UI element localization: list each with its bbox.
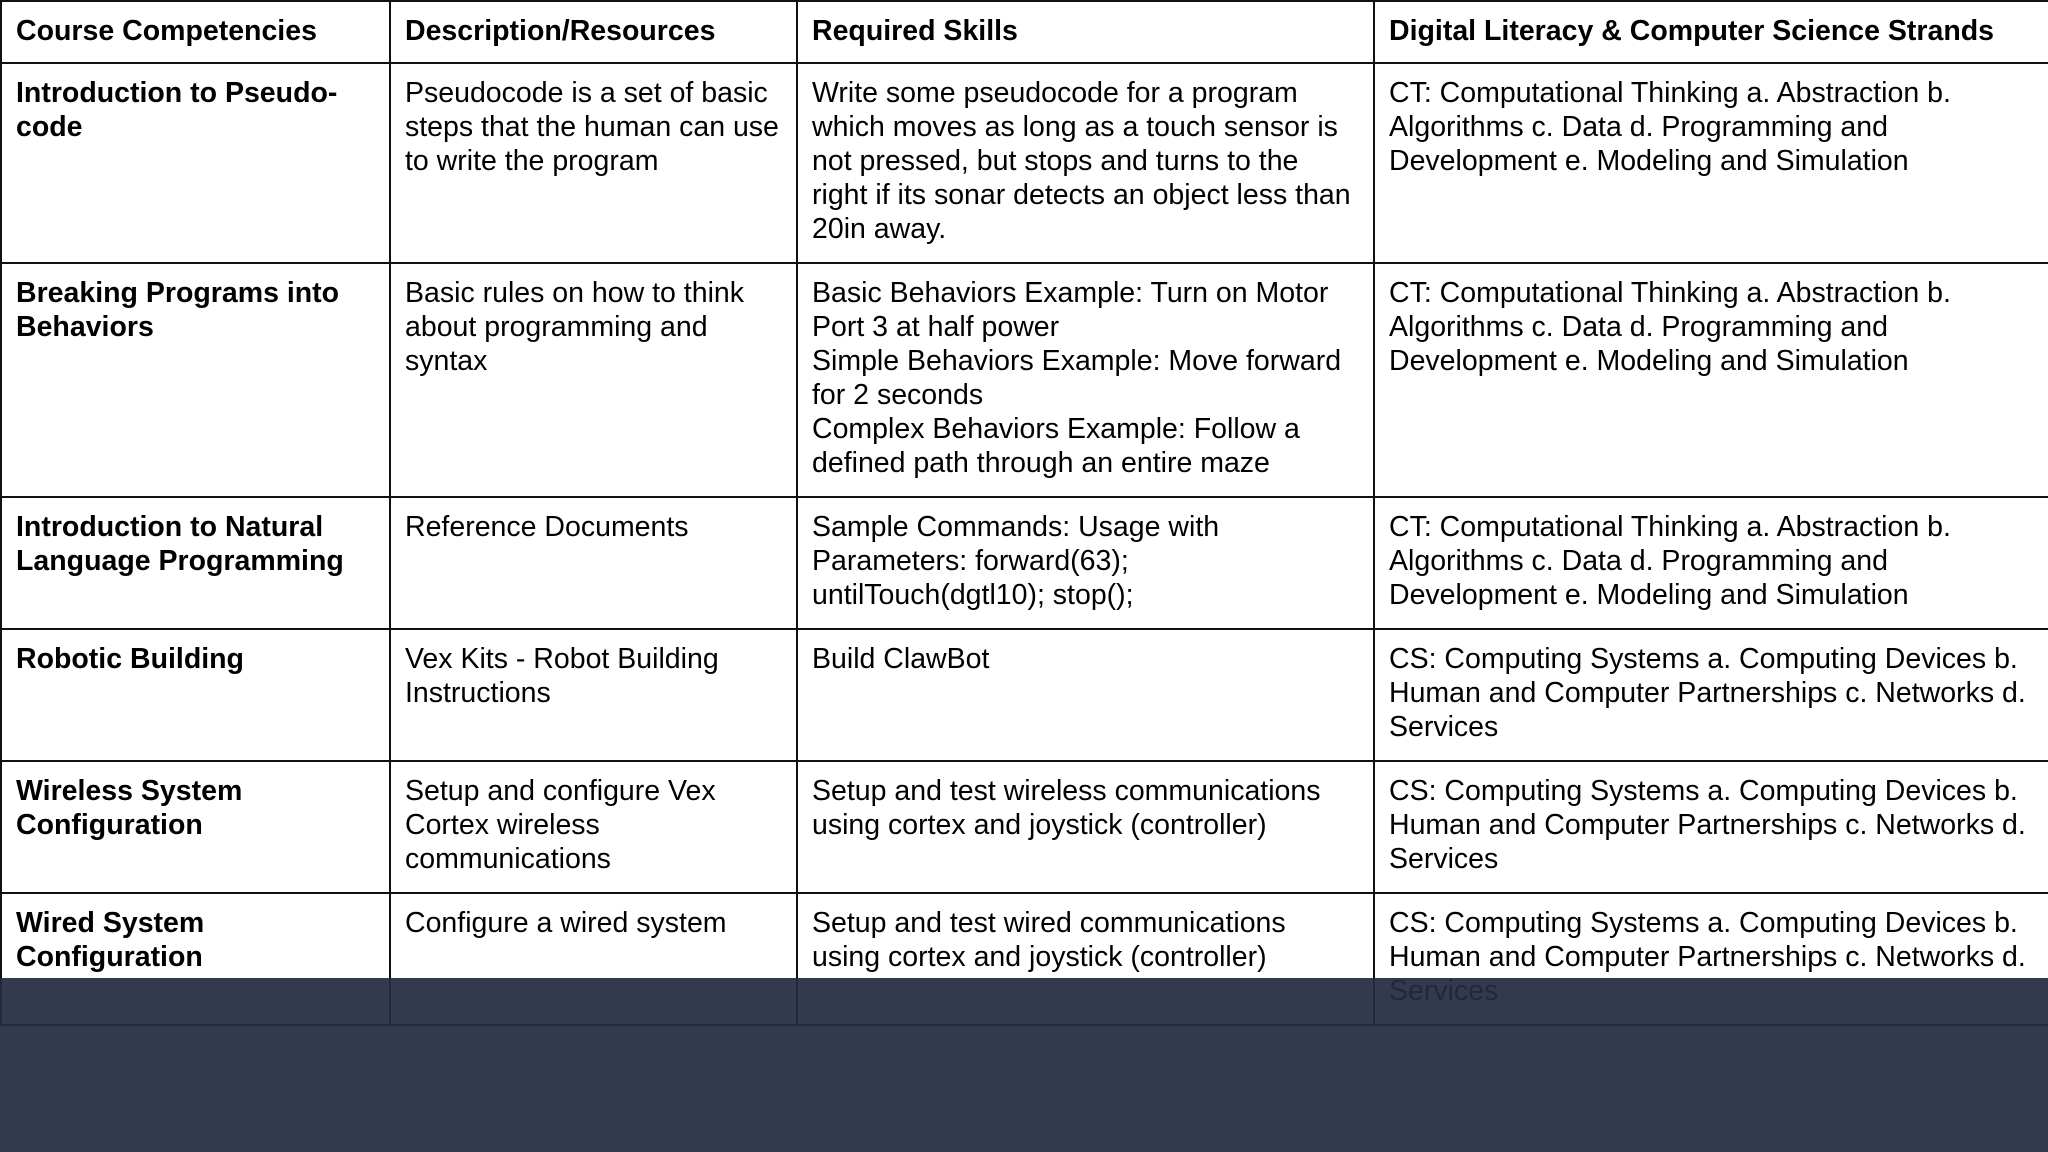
footer-overlay-bar bbox=[0, 978, 2048, 1152]
competency-cell: Introduction to Natural Language Programming bbox=[1, 497, 390, 629]
description-cell: Reference Documents bbox=[390, 497, 797, 629]
strands-cell: CT: Computational Thinking a. Abstraction b. Algorithms c. Data d. Programming and Development e. Modeling and Simulation bbox=[1374, 497, 2048, 629]
skill-line: Setup and test wireless communications using cortex and joystick (controller) bbox=[812, 775, 1321, 841]
header-course-competencies: Course Competencies bbox=[1, 1, 390, 63]
table-row bbox=[1, 629, 2048, 761]
skills-cell bbox=[797, 63, 1374, 263]
strands-cell: CT: Computational Thinking a. Abstraction b. Algorithms c. Data d. Programming and Development e. Modeling and Simulation bbox=[1374, 263, 2048, 497]
header-strands: Digital Literacy & Computer Science Strands bbox=[1374, 1, 2048, 63]
skill-line: Sample Commands: Usage with Parameters: forward(63); untilTouch(dgtl10); stop(); bbox=[812, 511, 1220, 611]
description-cell: Vex Kits - Robot Building Instructions bbox=[390, 629, 797, 761]
strands-cell: CS: Computing Systems a. Computing Devices b. Human and Computer Partnerships c. Networks d. Services bbox=[1374, 629, 2048, 761]
competency-cell: Wired System Configuration bbox=[1, 893, 390, 1025]
competency-cell: Robotic Building bbox=[1, 629, 390, 761]
description-cell: Pseudocode is a set of basic steps that the human can use to write the program bbox=[390, 63, 797, 263]
skills-cell bbox=[797, 629, 1374, 761]
header-description-resources: Description/Resources bbox=[390, 1, 797, 63]
header-required-skills: Required Skills bbox=[797, 1, 1374, 63]
skills-cell bbox=[797, 761, 1374, 893]
competency-cell: Wireless System Configuration bbox=[1, 761, 390, 893]
table-row bbox=[1, 263, 2048, 497]
strands-cell: CS: Computing Systems a. Computing Devices b. Human and Computer Partnerships c. Networks d. bbox=[1374, 893, 2048, 1025]
description-cell: Setup and configure Vex Cortex wireless communications bbox=[390, 761, 797, 893]
strands-cell: CT: Computational Thinking a. Abstraction b. Algorithms c. Data d. Programming and Development e. Modeling and Simulation bbox=[1374, 63, 2048, 263]
table-row bbox=[1, 497, 2048, 629]
strands-cell: CS: Computing Systems a. Computing Devices b. Human and Computer Partnerships c. Networks d. Services bbox=[1374, 761, 2048, 893]
skill-line: Build ClawBot bbox=[812, 643, 990, 675]
skill-line: Basic Behaviors Example: Turn on Motor Port 3 at half power bbox=[812, 277, 1329, 343]
skills-cell bbox=[797, 497, 1374, 629]
table-row bbox=[1, 761, 2048, 893]
table-row bbox=[1, 63, 2048, 263]
skills-cell bbox=[797, 263, 1374, 497]
skill-line: Simple Behaviors Example: Move forward for 2 seconds bbox=[812, 345, 1342, 411]
competency-cell: Breaking Programs into Behaviors bbox=[1, 263, 390, 497]
skill-line: Write some pseudocode for a program which moves as long as a touch sensor is not pressed, but stops and turns to the right if its sonar detects an object less than 20in away. bbox=[812, 77, 1351, 245]
description-cell: Basic rules on how to think about programming and syntax bbox=[390, 263, 797, 497]
competency-cell: Introduction to Pseudo-code bbox=[1, 63, 390, 263]
table-header-row bbox=[1, 1, 2048, 63]
description-cell: Configure a wired system bbox=[390, 893, 797, 1025]
skill-line: Complex Behaviors Example: Follow a defined path through an entire maze bbox=[812, 413, 1300, 479]
skill-line: Setup and test wired communications using cortex and joystick (controller) bbox=[812, 907, 1286, 973]
